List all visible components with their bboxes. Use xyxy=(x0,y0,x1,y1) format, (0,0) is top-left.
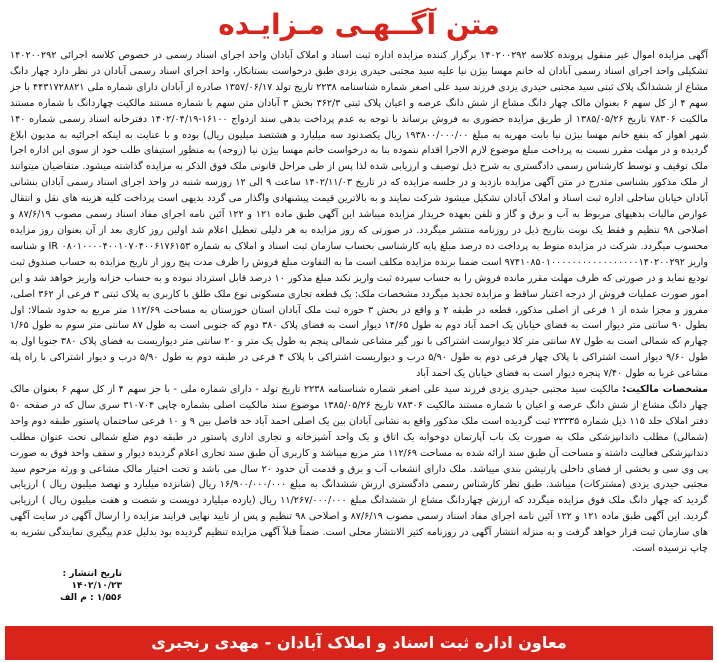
notice-paragraph-ownership xyxy=(10,382,708,557)
ownership-heading: مشخصات مالکیت: xyxy=(622,384,708,396)
publish-date: تاریخ انتشار : ۱۴۰۲/۱۰/۲۳ xyxy=(62,569,122,591)
ownership-text: مالکیت سید مجتبی حیدری یزدی فرزند سید علی اصغر شماره شناسنامه ۲۲۳۸ تاریخ تولد - دارای شماره ملی - با جز سهم ۴ از کل سهم ۶ بعنوان مالک چهار دانگ مشاع از شش دانگ عرصه و اعیان با شماره مستند مالکیت ۷۸۳۰۶ تاریخ ۱۳۸۵/۰۵/۲۶ موضوع سند مالکیت اصلی بشماره چاپی ۳۱۰۷۰۴ سری سال که در صفحه ۵۰ دفتر املاک جلد ۱۱۵ ذیل شماره ۲۳۳۳۵ ثبت گردیده است ملک مذکور واقع به نشانی آبادان بین یک اصلی احمد آباد حد فاصل بین ۹ و ۱۰ فرعی ساختمان پاستور طبقه دوم واحد (شمالی) مطلب داندانپزشکی ملک به صورت یک باب آپارتمان دوخوابه یک اتاق و یک واحد آشپزخانه و تجاری اداری پاستور در طبقه دوم ضلع شمالی تحت عنوان مطلب دندانپزشکی فعالیت داشته و مساحت آن طبق سند ارائه شده به مساحت ۱۱۲/۶۹ متر مربع میباشد و کاربری آن طبق سند تجاری اعلام گردیده دیوار و سقف واحد فوق به صورت پی وی سی و بخشی از فضای داخلی پارتیشن بندی میباشد. ملک دارای انشعاب آب و برق و قدمت آن حدود ۲۰ سال می باشد و تحت اختیار مالک مشاعی و ورثه مرحوم سید مجتبی حیدری یزدی (مشترکات) میباشد. طبق نظر کارشناس رسمی دادگستری ارزش ششدانگ به مبلغ ۱۶/۹۰۰/۰۰۰/۰۰۰ ریال (شانزده میلیارد و نهصد میلیون ریال ) ارزیابی گردید که چهار دانگ ملک فوق مزایده میگردد که ارزش چهاردانگ مشاع از ششدانگ مبلغ ۱۱/۲۶۷/۰۰۰/۰۰۰ ریال (یازده میلیارد دویست و شصت و هفت میلیون ریال ) ارزیابی گردید. این آگهی طبق ماده ۱۲۱ و ۱۲۲ آئین نامه اجرای مفاد اسناد رسمی مصوب ۸۷/۶/۱۹ و اصلاحی ۹۸ تنظیم و پس از تایید نهایی فرایند مزایده را ارسال آگهی در سایت آگهی های سازمان ثبت قرار خواهد گرفت و به منزله انتشار آگهی در روزنامه کثیر الانتشار محلی است. ضمناً قبلاً آگهی مزایده تنظیم گردیده بود بدلیل عدم پیگیری نمایندگی نشریه به چاپ نرسیده است. xyxy=(10,384,708,555)
reference-number: ۱/۵۵۶ : م الف xyxy=(59,593,122,603)
signature-bar: معاون اداره ثبت اسناد و املاک آبادان - مهدی رنجبری xyxy=(5,626,713,660)
publication-info xyxy=(12,568,122,604)
notice-paragraph-property: آگهی مزایده اموال غیر منقول پرونده کلاسه ۱۴۰۲۰۰۲۹۲ برگزار کننده مزایده اداره ثبت اسناد و املاک آبادان واحد اجرای اسناد رسمی در خصوص کلاسه اجرائی ۱۴۰۲۰۰۲۹۲ تشکیلی واحد اجرای اسناد رسمی آبادان له خانم مهسا بیژن نیا علیه سید مجتبی حیدری یزدی طبق درخواست بستانکار، واحد اجرای اسناد رسمی آبادان در نظر دارد چهار دانگ مشاع از ششدانگ پلاک ثبتی سید مجتبی حیدری یزدی فرزند سید علی اصغر شماره شناسنامه ۲۲۳۸ تاریخ تولد ۱۳۵۷/۰۶/۱۷ صادره از آبادان دارای شماره ملی ۴۴۳۱۷۲۸۸۲۱ با جز سهم ۴ از کل سهم ۶ بعنوان مالک چهار دانگ مشاع از شش دانگ عرصه و اعیان پلاک ثبتی ۳۶۲/۳ بخش ۳ آبادان متن سهم با شماره مستند مالکیت چهاردانگ با شماره مستند مالکیت ۷۸۳۰۶ تاریخ ۱۳۸۵/۰۵/۲۶ از طریق مزایده حضوری به فروش برساند با توجه به عدم پرداخت بدهی سند ازدواج ۱۶۱۰۰-۱۴۰۲/۰۴/۱۹ دفترخانه اسناد رسمی شماره ۱۴۰ شهر اهواز که بنفع خانم مهسا بیژن نیا بابت مهریه به مبلغ ۱۹۳۸۰۰/۰۰۰/۰۰ ریال یکصدنود سه میلیارد و هشتصد میلیون ریال) بوده و با عنایت به اینکه اجرائیه به مدیون ابلاغ گردیده و در مهلت مقرر نسبت به پرداخت مبلغ موضوع لازم الاجرا اقدام ننموده بنا به درخواست خانم مهسا بیژن نیا (زوجه) به منظور استیفای طلب خود از سوی این اداره اجرا ملک توقیف و توسط کارشناس رسمی دادگستری به شرح ذیل توصیف و ارزیابی شده لذا پس از طی مراحل قانونی ملک فوق الذکر به مزایده گذاشته میشود. متقاضیان میتوانند از ملک مذکور بشناسی متدرج در متن آگهی مزایده بازدید و در جلسه مزایده که در تاریخ ۱۴۰۲/۱۱/۰۳ ساعت ۹ الی ۱۲ روزسه شنبه در واحد اجرای اسناد رسمی آبادان بنشانی آبادان خیابان ساحلی اداره ثبت اسناد و املاک آبادان تشکیل میشود شرکت نمایند و به بالاترین قیمت پیشنهادی واگذار می گردد بدیهی است پرداخت کلیه هزینه های نقل و انتقال عوارض مالیات بدهیهای مربوط به آب و برق و گاز و تلفن بعهده خریدار مزایده میباشد این آگهی طبق ماده ۱۲۱ و ۱۲۲ آئین نامه اجرای مفاد اسناد رسمی مصوب ۸۷/۶/۱۹ و اصلاحی ۹۸ تنظیم و فقط یک نوبت بتاریخ ذیل در روزنامه منتشر میگردد. در صورتی که روز مزایده به هر دلیلی تعطیل اعلام شد اولین روز کاری بعد از آن بعنوان روز مزایده محسوب میگردد. شرکت در مزایده منوط به پرداخت ده درصد مبلغ پایه کارشناسی بحساب سازمان ثبت اسناد و املاک به شماره IR ۰۸۰۱۰۰۰۰۴۰۰۱۰۷۰۴۰۰۶۱۷۶۱۵۳ و شناسه واریز ۹۷۴۱۰۸۵۰۱۰۰۰۰۰۰۰۰۰۰۰۰۰۰۰۰۰۱۴۰۲۰۰۲۹۲ است ضمنا برنده مزایده مکلف است ما به التفاوت مبلغ فروش را ظرف مدت پنج روز از تاریخ مزایده به حساب صندوق ثبت تودیع نماید و در صورتی که ظرف مهلت مقرر مانده فروش را به حساب سپرده ثبت واریز نکند مبلغ مذکور ۱۰ درصد قابل استرداد نبوده و به حساب خزانه واریز خواهد شد و این امور صورت عملیات فروش از درجه اعتبار ساقط و مزایده تجدید میگردد مشخصات ملک: یک قطعه تجاری مسکونی نوع ملک طلق با کاربری به پلاک ثبتی ۳ فرعی از ۳۶۲ اصلی، مفروز و مجزا شده از ۱ فرعی از اصلی مذکور، قطعه در طبقه ۲ و واقع در بخش ۳ حوزه ثبت ملک آبادان استان خوزستان به مساحت ۱۱۲/۶۹ متر مربع به حدود شمالا: اول بطول ۹۰ سانتی متر دیوار است به فضای خیابان یک احمد آباد دوم به طول ۱۴/۶۵ دیوار است به فضای پلاک ۳۸۰ دوم که جنوبی است به طول ۸۷ سانتی متر سوم به طول ۱/۶۵ چهارم که شمالی است به طول ۸۷ سانتی متر کلا دیوارست اشتراکی با نور گیر مشاعی شمالی پنجم به طول یک متر و ۲۰ سانتی متر دیواریست به فضای پلاک ۳۸۰ جنوبا اول به طول ۹/۶۰ دیوار است اشتراکی با پلاک چهار فرعی دوم به طول ۵/۹۰ درب و دیواریست اشتراکی با پلاک ۴ فرعی در طبقه دوم به طول ۵/۹۰ درب و دیوار اشتراکی با راه پله مشاعی غربا به طول ۷/۴۰ پنجره دیوار است به فضای خیابان یک احمد آباد xyxy=(10,50,708,380)
notice-body xyxy=(10,48,708,602)
notice-title: متن آگــهـی مـزایـده xyxy=(218,8,500,41)
